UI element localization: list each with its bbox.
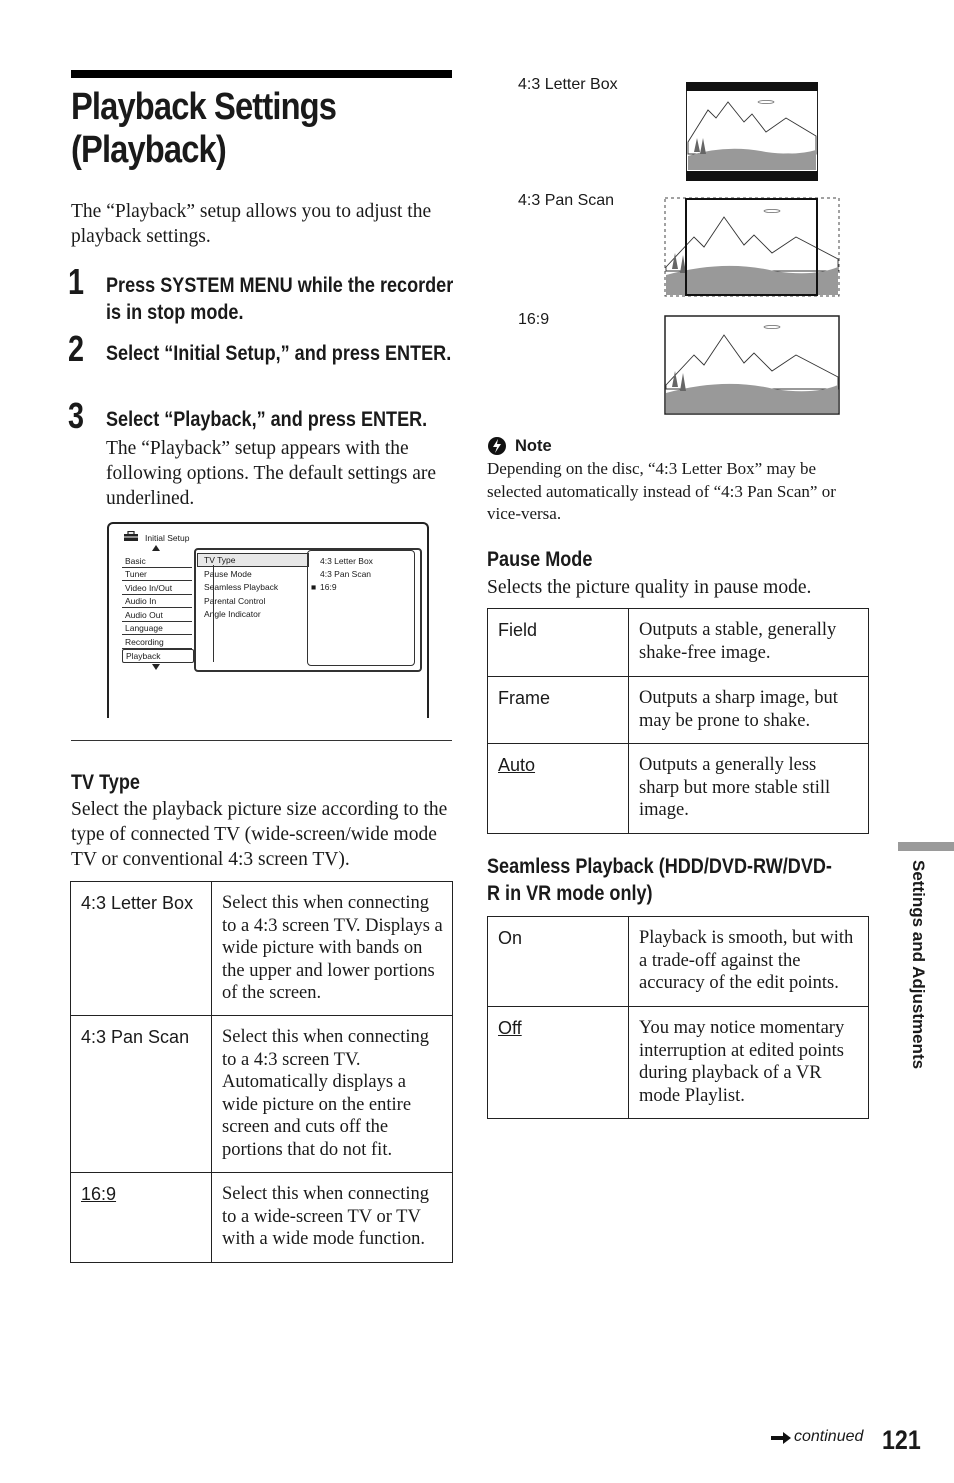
page-title-line-1: Playback Settings — [71, 86, 337, 128]
table-description: Outputs a stable, generally shake-free image. — [629, 609, 869, 677]
table-description: You may notice momentary interruption at edited points during playback of a VR mode Playlist. — [629, 1007, 869, 1119]
step-3-number: 3 — [68, 395, 85, 436]
seamless-heading-line-1: Seamless Playback (HDD/DVD-RW/DVD- — [487, 855, 832, 878]
table-description: Select this when connecting to a 4:3 screen TV. Automatically displays a wide picture on the entire screen and cuts off the portions that do not fit. — [212, 1016, 453, 1173]
page-title-line-2: (Playback) — [71, 129, 226, 171]
title-rule — [71, 70, 452, 78]
menu-option: Seamless Playback — [204, 582, 279, 592]
note-text: Depending on the disc, “4:3 Letter Box” may be selected automatically instead of “4:3 Pan Scan” or vice-versa. — [487, 459, 836, 523]
table-option-default: Auto — [498, 755, 536, 775]
letterbox-label: 4:3 Letter Box — [518, 76, 618, 93]
menu-category-selected: Playback — [122, 649, 194, 663]
pause-mode-table — [487, 608, 869, 834]
menu-option: Pause Mode — [204, 569, 252, 579]
table-option: Frame — [488, 677, 629, 744]
step-3-detail: The “Playback” setup appears with the following options. The default settings are underlined. — [106, 438, 436, 509]
wide-illustration — [664, 315, 840, 415]
tv-type-description: Select the playback picture size according to the type of connected TV (wide-screen/wide mode TV or conventional 4:3 screen TV). — [71, 799, 448, 870]
continued-label: continued — [794, 1428, 864, 1445]
table-row — [71, 1173, 453, 1263]
panscan-label: 4:3 Pan Scan — [518, 192, 615, 209]
intro-text: The “Playback” setup allows you to adjust the playback settings. — [71, 201, 432, 247]
selected-bullet-icon: ■ — [311, 582, 317, 592]
table-row — [71, 882, 453, 1016]
table-option: Field — [488, 609, 629, 677]
table-row — [488, 744, 869, 834]
section-rule — [71, 740, 452, 741]
pause-mode-description: Selects the picture quality in pause mode. — [487, 577, 812, 598]
menu-category: Tuner — [122, 568, 192, 581]
toolbox-icon — [123, 531, 139, 544]
scroll-up-arrow-icon — [152, 545, 160, 551]
side-tab-bar — [898, 842, 954, 851]
table-row — [488, 609, 869, 677]
menu-value: 4:3 Letter Box — [320, 556, 373, 566]
initial-setup-menu-screenshot — [107, 522, 429, 718]
page-title — [71, 86, 415, 172]
side-tab-label: Settings and Adjustments — [909, 860, 928, 1070]
table-description: Playback is smooth, but with a trade-off against the accuracy of the edit points. — [629, 917, 869, 1007]
table-option-default: 16:9 — [81, 1184, 117, 1204]
table-option-cell — [71, 1173, 212, 1263]
table-description: Outputs a generally less sharp but more stable still image. — [629, 744, 869, 834]
menu-category: Audio In — [122, 595, 192, 608]
table-option: On — [488, 917, 629, 1007]
tv-type-heading: TV Type — [71, 771, 140, 794]
table-row — [488, 917, 869, 1007]
step-1-number: 1 — [68, 261, 85, 302]
seamless-heading — [487, 853, 832, 907]
table-option: 4:3 Letter Box — [71, 882, 212, 1016]
menu-category: Basic — [122, 555, 192, 568]
step-3-text: Select “Playback,” and press ENTER. — [106, 408, 428, 431]
page-number: 121 — [882, 1425, 921, 1455]
pause-mode-heading: Pause Mode — [487, 548, 593, 571]
tv-type-table — [70, 881, 453, 1263]
table-row — [488, 677, 869, 744]
step-2-number: 2 — [68, 328, 85, 369]
seamless-table — [487, 916, 869, 1119]
values-box — [307, 550, 415, 666]
table-option: 4:3 Pan Scan — [71, 1016, 212, 1173]
menu-category: Language — [122, 622, 192, 635]
arrow-right-icon — [770, 1431, 792, 1445]
panscan-illustration — [664, 197, 840, 297]
table-description: Select this when connecting to a wide-screen TV or TV with a wide mode function. — [212, 1173, 453, 1263]
table-description: Outputs a sharp image, but may be prone to shake. — [629, 677, 869, 744]
table-row — [71, 1016, 453, 1173]
menu-title: Initial Setup — [145, 533, 190, 543]
menu-option: Parental Control — [204, 596, 266, 606]
scroll-down-arrow-icon — [152, 664, 160, 670]
seamless-heading-line-2: R in VR mode only) — [487, 882, 653, 905]
table-row — [488, 1007, 869, 1119]
table-option-cell — [488, 744, 629, 834]
table-option-cell — [488, 1007, 629, 1119]
menu-category: Video In/Out — [122, 582, 192, 595]
menu-category: Audio Out — [122, 609, 192, 622]
note-label: Note — [515, 437, 552, 455]
step-1-text: Press SYSTEM MENU while the recorder is in stop mode. — [106, 274, 454, 324]
menu-option: TV Type — [204, 555, 236, 565]
menu-option: Angle Indicator — [204, 609, 261, 619]
menu-value: 16:9 — [320, 582, 337, 592]
menu-value: 4:3 Pan Scan — [320, 569, 372, 579]
letterbox-illustration — [686, 82, 818, 182]
table-description: Select this when connecting to a 4:3 screen TV. Displays a wide picture with bands on the upper and lower portions of the screen. — [212, 882, 453, 1016]
wide-label: 16:9 — [518, 311, 550, 328]
step-2-text: Select “Initial Setup,” and press ENTER. — [106, 342, 452, 365]
table-option-default: Off — [498, 1018, 522, 1038]
note-icon — [487, 436, 507, 456]
menu-category: Recording — [122, 636, 192, 649]
